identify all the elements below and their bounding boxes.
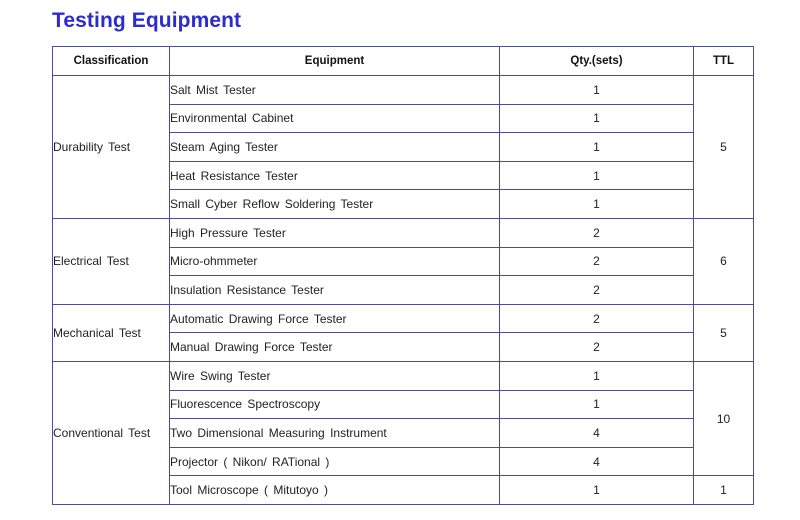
equipment-cell: Automatic Drawing Force Tester	[170, 304, 500, 333]
qty-cell: 1	[500, 476, 694, 505]
header-qty: Qty.(sets)	[500, 47, 694, 76]
table-row	[53, 361, 754, 390]
equipment-cell: Tool Microscope ( Mitutoyo )	[170, 476, 500, 505]
equipment-cell: Steam Aging Tester	[170, 133, 500, 162]
equipment-cell: Salt Mist Tester	[170, 76, 500, 105]
header-equipment: Equipment	[170, 47, 500, 76]
page-title: Testing Equipment	[52, 9, 242, 32]
qty-cell: 2	[500, 276, 694, 305]
qty-cell: 4	[500, 447, 694, 476]
ttl-cell: 10	[694, 361, 754, 475]
qty-cell: 1	[500, 390, 694, 419]
qty-cell: 1	[500, 76, 694, 105]
qty-cell: 2	[500, 304, 694, 333]
table-row	[53, 218, 754, 247]
table-body	[53, 76, 754, 505]
equipment-cell: Heat Resistance Tester	[170, 161, 500, 190]
equipment-cell: Micro-ohmmeter	[170, 247, 500, 276]
classification-cell: Durability Test	[53, 76, 170, 219]
qty-cell: 4	[500, 419, 694, 448]
ttl-cell: 1	[694, 476, 754, 505]
ttl-cell: 6	[694, 218, 754, 304]
equipment-cell: Small Cyber Reflow Soldering Tester	[170, 190, 500, 219]
qty-cell: 1	[500, 161, 694, 190]
equipment-cell: Fluorescence Spectroscopy	[170, 390, 500, 419]
qty-cell: 2	[500, 333, 694, 362]
table-header-row	[53, 47, 754, 76]
equipment-cell: High Pressure Tester	[170, 218, 500, 247]
qty-cell: 1	[500, 190, 694, 219]
qty-cell: 1	[500, 104, 694, 133]
ttl-cell: 5	[694, 76, 754, 219]
qty-cell: 2	[500, 247, 694, 276]
qty-cell: 1	[500, 361, 694, 390]
classification-cell: Mechanical Test	[53, 304, 170, 361]
header-ttl: TTL	[694, 47, 754, 76]
equipment-cell: Insulation Resistance Tester	[170, 276, 500, 305]
equipment-table	[52, 46, 754, 505]
ttl-cell: 5	[694, 304, 754, 361]
header-classification: Classification	[53, 47, 170, 76]
qty-cell: 1	[500, 133, 694, 162]
classification-cell: Electrical Test	[53, 218, 170, 304]
table-row	[53, 76, 754, 105]
classification-cell: Conventional Test	[53, 361, 170, 504]
table-row	[53, 304, 754, 333]
equipment-cell: Environmental Cabinet	[170, 104, 500, 133]
equipment-cell: Projector ( Nikon/ RATional )	[170, 447, 500, 476]
equipment-cell: Wire Swing Tester	[170, 361, 500, 390]
equipment-cell: Manual Drawing Force Tester	[170, 333, 500, 362]
qty-cell: 2	[500, 218, 694, 247]
equipment-cell: Two Dimensional Measuring Instrument	[170, 419, 500, 448]
